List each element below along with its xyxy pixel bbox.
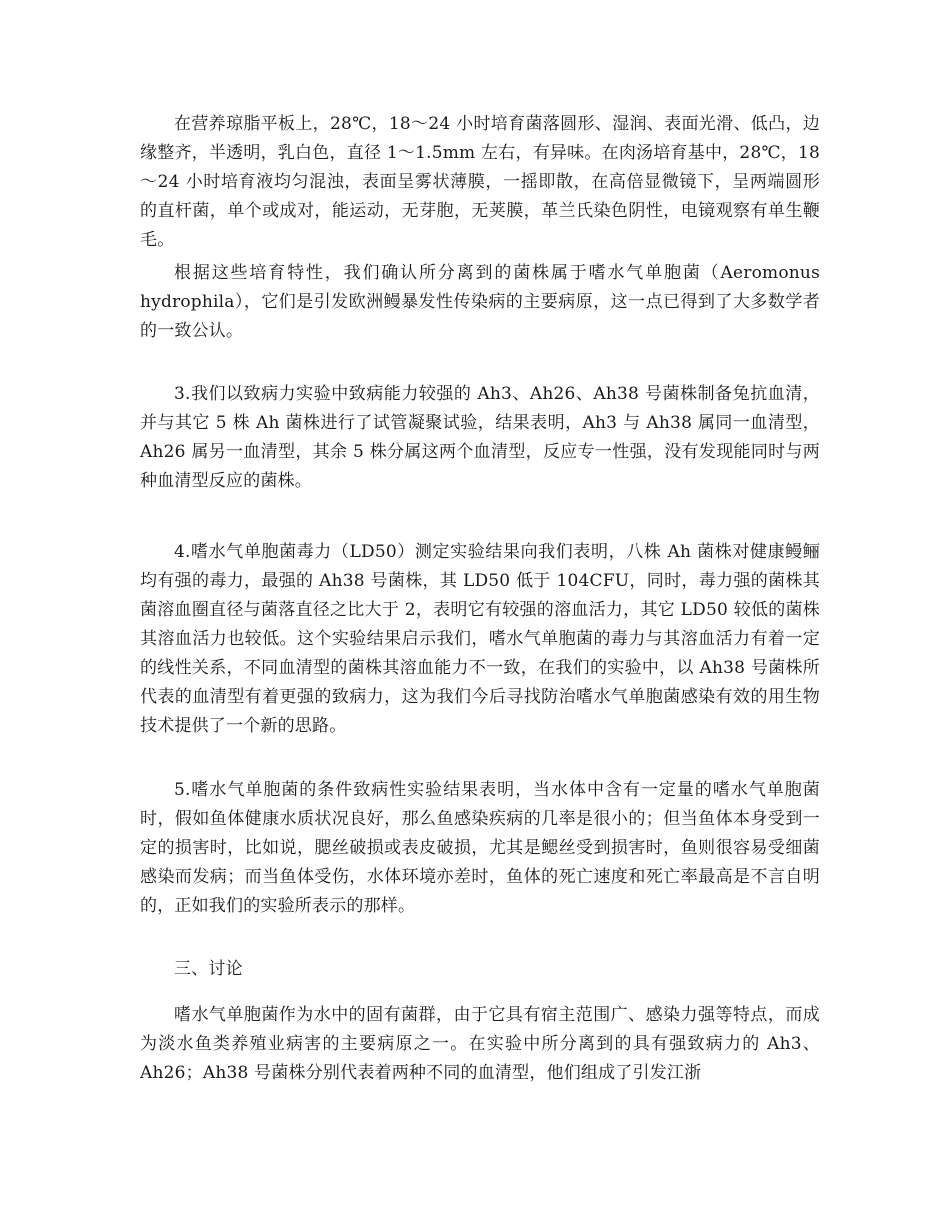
paragraph-discussion: 嗜水气单胞菌作为水中的固有菌群，由于它具有宿主范围广、感染力强等特点，而成为淡水鱼类养殖业病害的主要病原之一。在实验中所分离到的具有强致病力的 Ah3、Ah26；Ah38 号菌株分别代表着两种不同的血清型，他们组成了引发江浙 bbox=[140, 1005, 820, 1083]
section-heading-discussion: 三、讨论 bbox=[174, 959, 243, 979]
paragraph-conditional-pathogenicity: 5.嗜水气单胞菌的条件致病性实验结果表明，当水体中含有一定量的嗜水气单胞菌时，假如鱼体健康水质状况良好，那么鱼感染疾病的几率是很小的；但当鱼体本身受到一定的损害时，比如说，腮丝破损或表皮破损，尤其是鳃丝受到损害时，鱼则很容易受细菌感染而发病；而当鱼体受伤，水体环境亦差时，鱼体的死亡速度和死亡率最高是不言自明的，正如我们的实验所表示的那样。 bbox=[140, 780, 820, 916]
paragraph-culture-characteristics: 在营养琼脂平板上，28℃，18～24 小时培育菌落圆形、湿润、表面光滑、低凸，边缘整齐，半透明，乳白色，直径 1～1.5mm 左右，有异味。在肉汤培育基中，28℃，18～24 小时培育液均匀混浊，表面呈雾状薄膜，一摇即散，在高倍显微镜下，呈两端圆形的直杆菌，单个或成对，能运动，无芽胞，无荚膜，革兰氏染色阴性，电镜观察有单生鞭毛。 bbox=[140, 114, 820, 250]
paragraph-serotype-test: 3.我们以致病力实验中致病能力较强的 Ah3、Ah26、Ah38 号菌株制备兔抗血清，并与其它 5 株 Ah 菌株进行了试管凝聚试验，结果表明，Ah3 与 Ah38 属同一血清型，Ah26 属另一血清型，其余 5 株分属这两个血清型，反应专一性强，没有发现能同时与两种血清型反应的菌株。 bbox=[140, 384, 820, 491]
paragraph-virulence-ld50: 4.嗜水气单胞菌毒力（LD50）测定实验结果向我们表明，八株 Ah 菌株对健康鳗鲡均有强的毒力，最强的 Ah38 号菌株，其 LD50 低于 104CFU，同时，毒力强的菌株其菌溶血圈直径与菌落直径之比大于 2，表明它有较强的溶血活力，其它 LD50 较低的菌株其溶血活力也较低。这个实验结果启示我们，嗜水气单胞菌的毒力与其溶血活力有着一定的线性关系，不同血清型的菌株其溶血能力不一致，在我们的实验中，以 Ah38 号菌株所代表的血清型有着更强的致病力，这为我们今后寻找防治嗜水气单胞菌感染有效的用生物技术提供了一个新的思路。 bbox=[140, 542, 820, 736]
paragraph-strain-identification: 根据这些培育特性，我们确认所分离到的菌株属于嗜水气单胞菌（Aeromonus hydrophila），它们是引发欧洲鳗暴发性传染病的主要病原，这一点已得到了大多数学者的一致公认。 bbox=[140, 263, 820, 341]
